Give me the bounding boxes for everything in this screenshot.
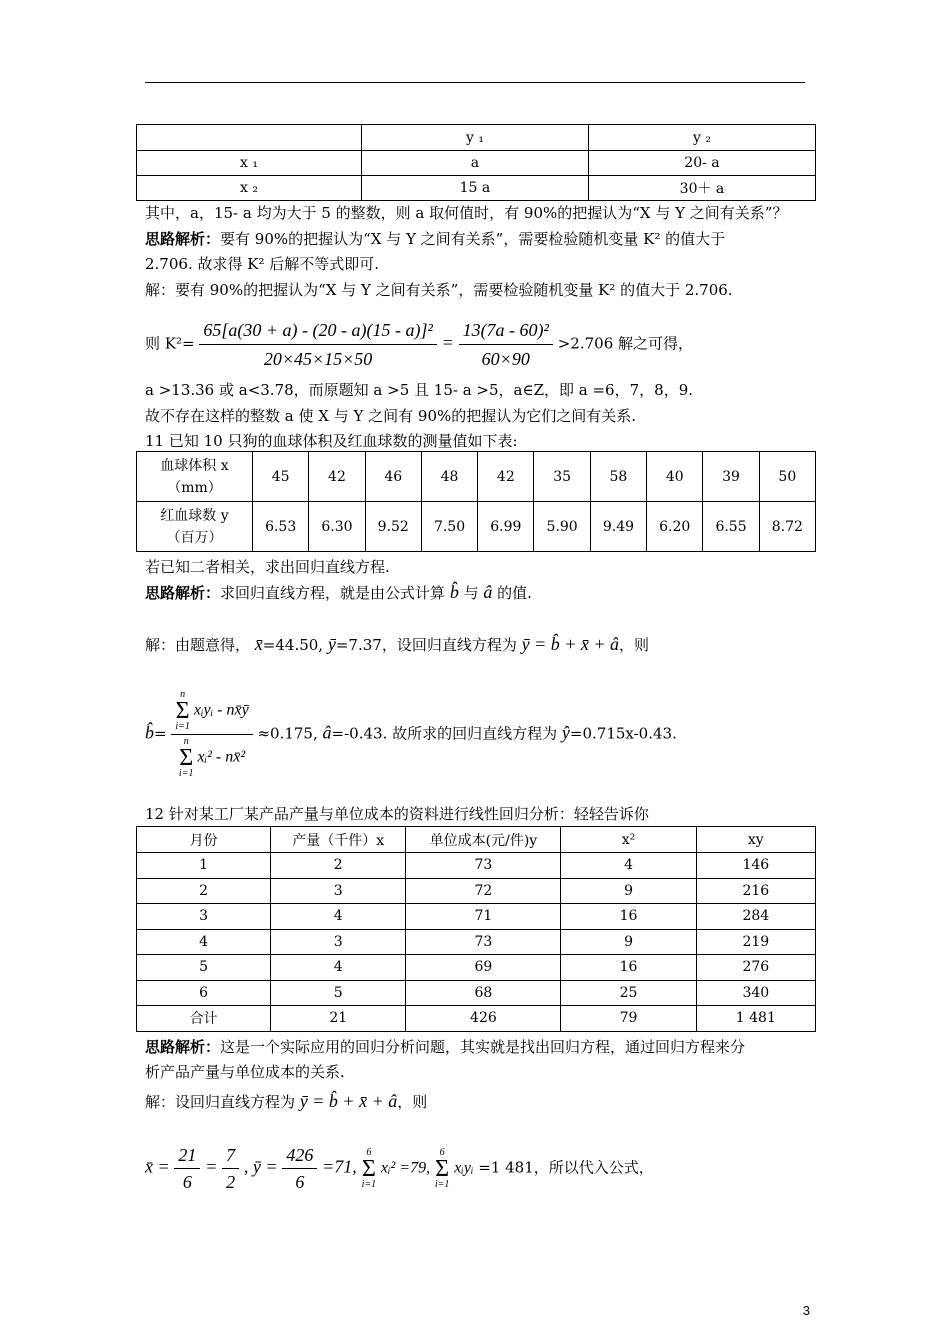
- text: ，则: [619, 636, 650, 654]
- sum-top: 6: [439, 1146, 445, 1158]
- table-cell: 42: [309, 452, 365, 502]
- fraction: [171, 690, 252, 779]
- table-cell: 146: [696, 853, 815, 879]
- fraction: [459, 318, 553, 371]
- formula-k2: [145, 318, 693, 371]
- table-cell: 72: [406, 878, 561, 904]
- paragraph: [145, 582, 532, 603]
- column-header: 产量（千件）x: [271, 827, 406, 853]
- paragraph: [145, 229, 725, 249]
- fraction: [222, 1144, 239, 1193]
- text: 解：设回归直线方程为: [145, 1093, 296, 1111]
- numerator: 426: [282, 1144, 317, 1169]
- text: ≈0.175,: [257, 724, 318, 743]
- text: =0.715x-0.43.: [569, 724, 677, 743]
- a-hat: â: [483, 582, 493, 602]
- table-cell: 73: [406, 853, 561, 879]
- numerator: [171, 690, 252, 735]
- equals: =: [441, 332, 454, 353]
- text: 解：由题意得，: [145, 636, 251, 654]
- sum-symbol: 6 Σ i=1: [434, 1146, 450, 1190]
- regression-equation: ȳ = b̂ + x̄ + â: [299, 1091, 398, 1111]
- text: 则 K²=: [145, 334, 195, 353]
- table-cell: 340: [696, 980, 815, 1006]
- sum-bottom: i=1: [175, 721, 190, 732]
- table-row: [137, 853, 816, 879]
- table-cell: 35: [534, 452, 590, 502]
- table-row: [137, 904, 816, 930]
- label-line: 红血球数 y: [160, 507, 229, 524]
- paragraph: [145, 1037, 745, 1057]
- table-cell: 4: [561, 853, 696, 879]
- table-cell: 6.55: [703, 502, 759, 552]
- table-cell: 79: [561, 1006, 696, 1032]
- table-row: [137, 151, 816, 176]
- paragraph: 解：要有 90%的把握认为“X 与 Y 之间有关系”，需要检验随机变量 K² 的值大于 2.706.: [145, 281, 733, 299]
- dog-blood-table: [136, 451, 816, 552]
- formula-means: [145, 1144, 654, 1193]
- table-cell: 16: [561, 904, 696, 930]
- denominator: 20×45×15×50: [263, 349, 373, 369]
- table-row: [137, 1006, 816, 1032]
- numerator: 65[a(30 + a) - (20 - a)(15 - a)]²: [199, 318, 437, 345]
- table-cell: 5: [271, 980, 406, 1006]
- sum-bottom: i=1: [361, 1178, 377, 1190]
- numerator: 13(7a - 60)²: [459, 318, 553, 345]
- text: xᵢyᵢ: [454, 1159, 474, 1177]
- row-label: [137, 502, 253, 552]
- table-cell: 9.49: [590, 502, 646, 552]
- denominator: 6: [295, 1172, 305, 1192]
- table-cell: 6: [137, 980, 271, 1006]
- table-cell: 68: [406, 980, 561, 1006]
- text: =71,: [322, 1156, 357, 1177]
- paragraph: 其中，a，15- a 均为大于 5 的整数，则 a 取何值时，有 90%的把握认为“X 与 Y 之间有关系”？: [145, 204, 788, 222]
- y-bar: , ȳ =: [243, 1156, 278, 1177]
- text: 求回归直线方程，就是由公式计算: [220, 584, 446, 602]
- paragraph: [145, 1091, 427, 1112]
- table-cell: 40: [647, 452, 703, 502]
- label-line: 血球体积 x: [160, 457, 229, 474]
- fraction: [174, 1144, 200, 1193]
- sum-symbol: n Σ i=1: [175, 689, 190, 732]
- row-label: [137, 452, 253, 502]
- formula-b-hat: [145, 690, 677, 779]
- table-cell: y ₁: [361, 125, 588, 151]
- table-cell: 8.72: [759, 502, 815, 552]
- table-cell: 6.99: [478, 502, 534, 552]
- contingency-table: [136, 124, 816, 201]
- sum-top: n: [180, 689, 186, 700]
- table-cell: 9.52: [365, 502, 421, 552]
- table-cell: x ₂: [137, 176, 362, 201]
- table-cell: 30＋ a: [588, 176, 815, 201]
- text: 要有 90%的把握认为“X 与 Y 之间有关系”，需要检验随机变量 K² 的值大于: [220, 230, 726, 248]
- table-cell: 9: [561, 929, 696, 955]
- header-rule: [145, 82, 805, 83]
- label-line: （mm）: [167, 479, 222, 496]
- text: 与: [463, 584, 479, 602]
- table-row: [137, 176, 816, 201]
- column-header: 月份: [137, 827, 271, 853]
- label-line: （百万）: [166, 529, 223, 546]
- table-cell: 39: [703, 452, 759, 502]
- table-cell: x ₁: [137, 151, 362, 176]
- a-hat: â: [322, 722, 332, 743]
- numerator-text: xᵢyᵢ - nx̄ȳ: [193, 701, 249, 719]
- text: =44.50,: [262, 636, 324, 654]
- table-cell: 73: [406, 929, 561, 955]
- text: 这是一个实际应用的回归分析问题，其实就是找出回归方程，通过回归方程来分: [220, 1038, 746, 1056]
- denominator: [171, 735, 252, 779]
- paragraph: 故不存在这样的整数 a 使 X 与 Y 之间有 90%的把握认为它们之间有关系.: [145, 407, 637, 425]
- table-cell: 5: [137, 955, 271, 981]
- production-cost-table: [136, 826, 816, 1032]
- equals: =: [205, 1156, 218, 1177]
- table-cell: 7.50: [421, 502, 477, 552]
- table-row: [137, 955, 816, 981]
- sum-symbol: n Σ i=1: [178, 736, 194, 779]
- table-cell: a: [361, 151, 588, 176]
- sum-bottom: i=1: [434, 1178, 450, 1190]
- table-cell: 71: [406, 904, 561, 930]
- table-cell: 6.53: [253, 502, 309, 552]
- paragraph: 析产品产量与单位成本的关系.: [145, 1063, 345, 1081]
- table-cell: 3: [271, 878, 406, 904]
- table-row: [137, 452, 816, 502]
- x-bar: x̄: [254, 634, 263, 654]
- table-cell: 219: [696, 929, 815, 955]
- table-cell: 276: [696, 955, 815, 981]
- y-bar: ȳ: [327, 634, 336, 654]
- text: =7.37，设回归直线方程为: [335, 636, 517, 654]
- page-number: 3: [802, 1303, 810, 1318]
- denominator-text: xᵢ² - nx̄²: [197, 748, 246, 766]
- column-header: x²: [561, 827, 696, 853]
- paragraph: 11 已知 10 只狗的血球体积及红血球数的测量值如下表:: [145, 432, 518, 450]
- table-cell: 1: [137, 853, 271, 879]
- column-header: 单位成本(元/件)y: [406, 827, 561, 853]
- table-cell: 284: [696, 904, 815, 930]
- x-bar: x̄ =: [145, 1156, 170, 1177]
- text: =1 481，所以代入公式，: [478, 1158, 654, 1177]
- table-row: [137, 929, 816, 955]
- y-hat: ŷ: [561, 722, 570, 743]
- paragraph: 12 针对某工厂某产品产量与单位成本的资料进行线性回归分析：轻轻告诉你: [145, 805, 649, 823]
- fraction: [282, 1144, 317, 1193]
- table-cell: 58: [590, 452, 646, 502]
- table-cell: 2: [137, 878, 271, 904]
- sum-top: 6: [366, 1146, 372, 1158]
- denominator: 6: [182, 1172, 192, 1192]
- table-cell: 216: [696, 878, 815, 904]
- table-cell: [137, 125, 362, 151]
- table-cell: 69: [406, 955, 561, 981]
- table-cell: 9: [561, 878, 696, 904]
- text: 的值.: [497, 584, 532, 602]
- denominator: 60×90: [481, 349, 530, 369]
- table-header-row: [137, 827, 816, 853]
- table-cell: 42: [478, 452, 534, 502]
- table-cell: 6.30: [309, 502, 365, 552]
- paragraph: a >13.36 或 a<3.78，而原题知 a >5 且 15- a >5，a∈Z，即 a =6，7，8，9.: [145, 381, 693, 399]
- label: 思路解析：: [145, 584, 221, 602]
- numerator: 21: [174, 1144, 200, 1169]
- b-hat: b̂: [449, 582, 459, 602]
- paragraph: [145, 634, 649, 655]
- numerator: 7: [222, 1144, 239, 1169]
- table-cell: 45: [253, 452, 309, 502]
- denominator: 2: [226, 1172, 236, 1192]
- text: xᵢ² =79,: [380, 1159, 431, 1177]
- text: ，则: [397, 1093, 428, 1111]
- table-cell: 合计: [137, 1006, 271, 1032]
- table-cell: 1 481: [696, 1006, 815, 1032]
- label: 思路解析：: [145, 230, 221, 248]
- table-row: [137, 980, 816, 1006]
- table-cell: 6.20: [647, 502, 703, 552]
- table-cell: 48: [421, 452, 477, 502]
- table-cell: 46: [365, 452, 421, 502]
- text: =-0.43. 故所求的回归直线方程为: [331, 724, 558, 743]
- fraction: [199, 318, 437, 371]
- table-cell: 2: [271, 853, 406, 879]
- paragraph: 若已知二者相关，求出回归直线方程.: [145, 558, 390, 576]
- table-cell: 21: [271, 1006, 406, 1032]
- b-hat: b̂: [145, 722, 154, 743]
- column-header: xy: [696, 827, 815, 853]
- sum-top: n: [183, 736, 189, 747]
- table-row: [137, 502, 816, 552]
- table-cell: 3: [137, 904, 271, 930]
- paragraph: 2.706. 故求得 K² 后解不等式即可.: [145, 255, 380, 273]
- table-cell: 3: [271, 929, 406, 955]
- table-cell: 4: [271, 955, 406, 981]
- table-cell: 426: [406, 1006, 561, 1032]
- sum-bottom: i=1: [178, 768, 194, 779]
- table-cell: 4: [271, 904, 406, 930]
- table-cell: 15 a: [361, 176, 588, 201]
- regression-equation: ȳ = b̂ + x̄ + â: [521, 634, 620, 654]
- table-cell: 20- a: [588, 151, 815, 176]
- text: >2.706 解之可得，: [557, 334, 694, 353]
- table-cell: 16: [561, 955, 696, 981]
- table-row: [137, 878, 816, 904]
- table-cell: 25: [561, 980, 696, 1006]
- table-cell: 5.90: [534, 502, 590, 552]
- table-cell: y ₂: [588, 125, 815, 151]
- sum-symbol: 6 Σ i=1: [361, 1146, 377, 1190]
- table-cell: 50: [759, 452, 815, 502]
- table-cell: 4: [137, 929, 271, 955]
- equals: =: [154, 724, 167, 743]
- label: 思路解析：: [145, 1038, 221, 1056]
